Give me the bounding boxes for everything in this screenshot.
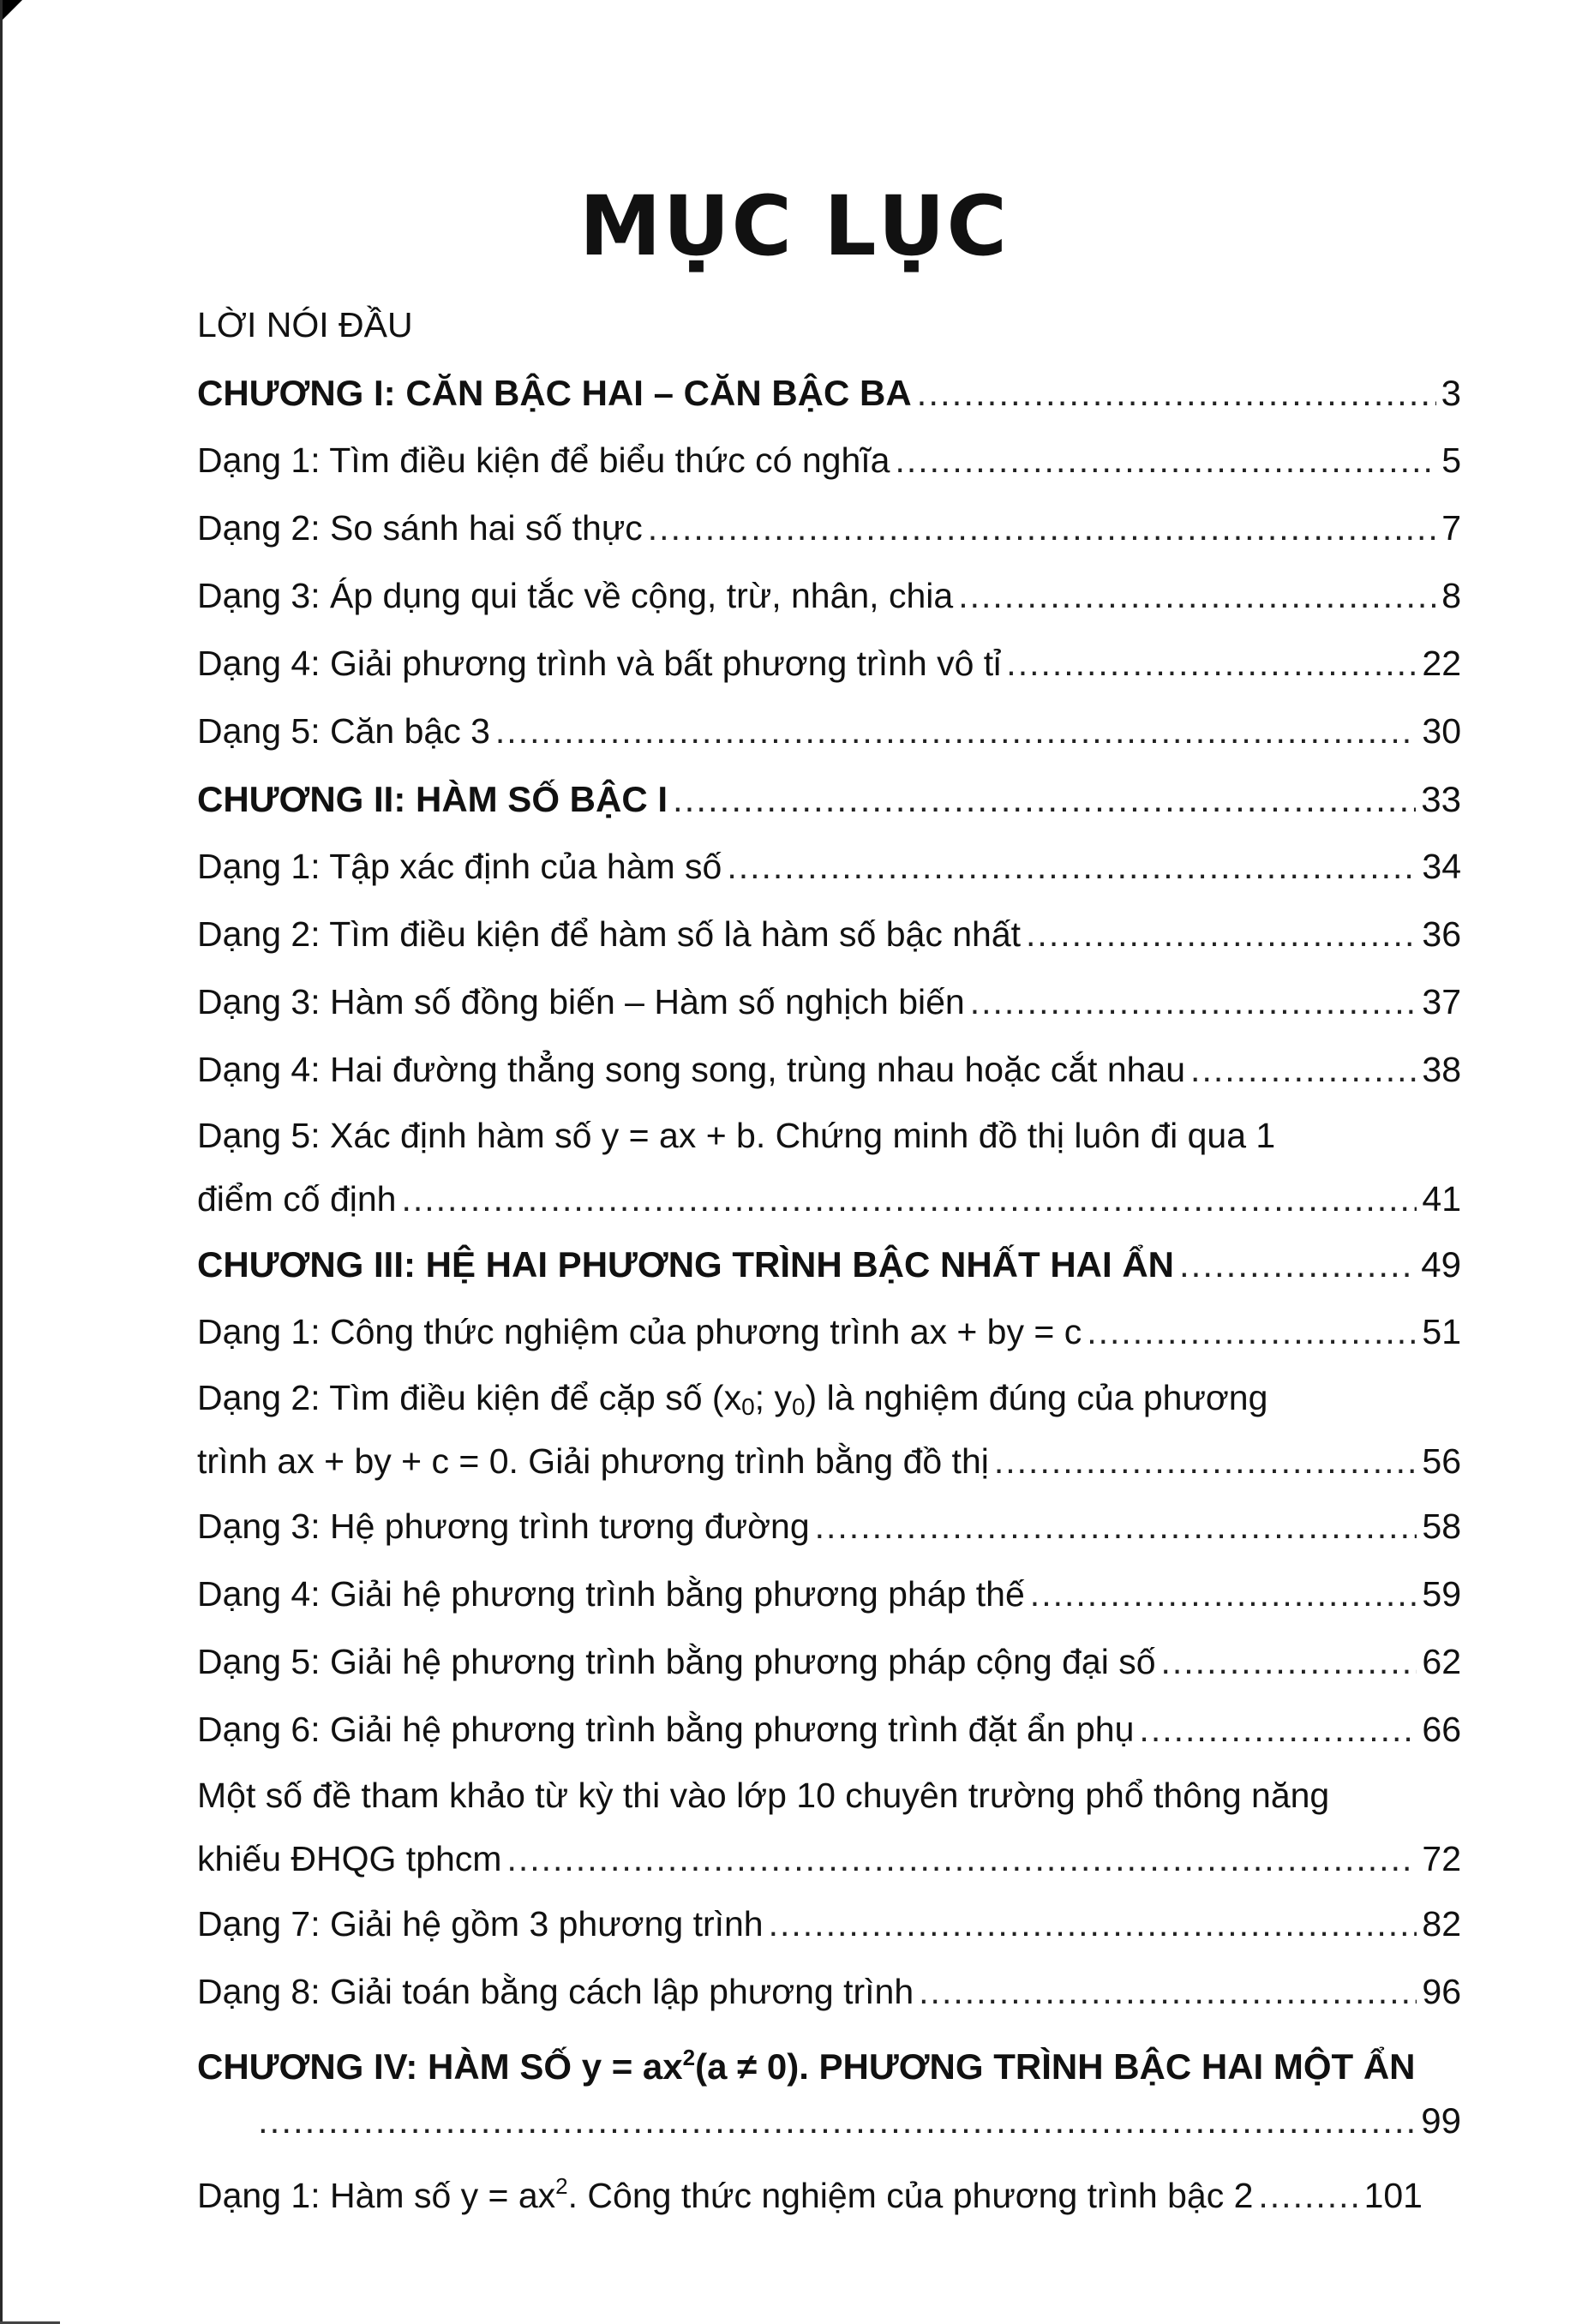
toc-item[interactable] — [197, 494, 1461, 562]
toc-item[interactable] — [197, 1560, 1461, 1628]
toc-item[interactable] — [197, 1298, 1461, 1366]
toc-item[interactable] — [197, 833, 1461, 901]
dot-leader — [769, 1890, 1417, 1958]
toc-label: Dạng 2: So sánh hai số thực — [197, 508, 643, 548]
dot-leader — [1030, 1560, 1417, 1628]
superscript: 2 — [555, 2173, 568, 2199]
toc-label — [197, 2153, 1253, 2230]
dot-leader — [495, 698, 1417, 765]
toc-item[interactable] — [197, 1958, 1461, 2026]
toc-page-number: 66 — [1422, 1710, 1461, 1749]
toc-label: Dạng 4: Hai đường thẳng song song, trùng nhau hoặc cắt nhau — [197, 1050, 1186, 1089]
toc-label: Dạng 1: Tìm điều kiện để biểu thức có nghĩa — [197, 440, 890, 480]
dot-leader — [1258, 2162, 1358, 2230]
toc-chapter-4[interactable] — [197, 2026, 1461, 2153]
toc-page-number: 62 — [1422, 1642, 1461, 1681]
toc-preface-label: LỜI NÓI ĐẦU — [197, 305, 413, 344]
toc-label: Dạng 3: Hệ phương trình tương đường — [197, 1506, 810, 1546]
dot-leader — [1161, 1628, 1417, 1696]
toc-label-line1: Một số đề tham khảo từ kỳ thi vào lớp 10 chuyên trường phổ thông năng — [197, 1776, 1330, 1815]
toc-label-line1 — [197, 2026, 1416, 2089]
page-corner-mark — [0, 0, 22, 22]
superscript: 2 — [682, 2045, 696, 2070]
toc-page-number: 22 — [1422, 644, 1461, 683]
toc-item[interactable] — [197, 1104, 1461, 1231]
toc-label-part: Dạng 1: Hàm số y = ax — [197, 2176, 556, 2215]
toc-label: Dạng 4: Giải phương trình và bất phương trình vô tỉ — [197, 644, 1002, 683]
dot-leader — [673, 765, 1416, 833]
toc-page-number: 34 — [1422, 847, 1461, 886]
toc-label-part: (a ≠ 0). PHƯƠNG TRÌNH BẬC HAI MỘT ẨN — [695, 2046, 1416, 2087]
toc-page-number: 8 — [1441, 576, 1461, 615]
toc-page-number: 49 — [1421, 1244, 1461, 1285]
page-left-edge — [0, 0, 3, 2324]
toc-page-number: 7 — [1441, 508, 1461, 548]
toc-label: Dạng 5: Căn bậc 3 — [197, 711, 490, 751]
toc-item[interactable] — [197, 1696, 1461, 1764]
toc-page-number: 101 — [1363, 2176, 1423, 2215]
page-title: MỤC LỤC — [579, 178, 1009, 274]
dot-leader — [1087, 1298, 1417, 1366]
toc-page-number: 99 — [1421, 2100, 1461, 2141]
toc-page-number: 96 — [1422, 1972, 1461, 2011]
toc-label-line1 — [197, 1366, 1267, 1429]
toc-page-number: 56 — [1422, 1441, 1461, 1481]
toc-item[interactable] — [197, 698, 1461, 765]
toc-label: Dạng 4: Giải hệ phương trình bằng phương pháp thế — [197, 1574, 1025, 1614]
toc-label: Dạng 3: Áp dụng qui tắc về cộng, trừ, nhân, chia — [197, 576, 954, 615]
dot-leader — [917, 359, 1436, 427]
toc-item[interactable] — [197, 1036, 1461, 1104]
toc-label: CHƯƠNG I: CĂN BẬC HAI – CĂN BẬC BA — [197, 373, 912, 413]
dot-leader — [919, 1958, 1417, 2026]
toc-page-number: 51 — [1422, 1312, 1461, 1351]
toc-label-part: ; y — [754, 1378, 792, 1417]
toc-page-number: 59 — [1422, 1574, 1461, 1614]
toc-page-number: 33 — [1421, 779, 1461, 819]
toc-item[interactable] — [197, 1366, 1461, 1493]
toc-label-part: CHƯƠNG IV: HÀM SỐ y = ax — [197, 2046, 683, 2087]
table-of-contents — [197, 291, 1461, 2220]
dot-leader — [1190, 1036, 1417, 1104]
toc-preface — [197, 291, 1461, 359]
dot-leader — [1026, 901, 1417, 968]
toc-label: Dạng 7: Giải hệ gồm 3 phương trình — [197, 1904, 764, 1944]
dot-leader — [895, 427, 1436, 494]
toc-label-part: . Công thức nghiệm của phương trình bậc 2 — [567, 2176, 1254, 2215]
toc-item[interactable] — [197, 630, 1461, 698]
toc-label: Dạng 1: Tập xác định của hàm số — [197, 847, 722, 886]
subscript: 0 — [741, 1393, 755, 1420]
toc-page-number: 72 — [1422, 1839, 1461, 1878]
toc-item[interactable] — [197, 562, 1461, 630]
toc-item[interactable] — [197, 1764, 1461, 1890]
toc-page-number: 3 — [1441, 373, 1461, 413]
toc-label-line1: Dạng 5: Xác định hàm số y = ax + b. Chứng minh đồ thị luôn đi qua 1 — [197, 1116, 1276, 1155]
toc-label: Dạng 2: Tìm điều kiện để hàm số là hàm số bậc nhất — [197, 914, 1022, 954]
toc-label: Dạng 3: Hàm số đồng biến – Hàm số nghịch biến — [197, 982, 965, 1021]
toc-label-line2: khiếu ĐHQG tphcm — [197, 1839, 502, 1878]
toc-item[interactable] — [197, 1890, 1461, 1958]
toc-chapter-3[interactable] — [197, 1231, 1461, 1298]
toc-label: CHƯƠNG II: HÀM SỐ BẬC I — [197, 779, 668, 819]
dot-leader — [506, 1827, 1417, 1890]
toc-label: Dạng 1: Công thức nghiệm của phương trình ax + by = c — [197, 1312, 1082, 1351]
dot-leader — [401, 1167, 1417, 1231]
dot-leader — [1006, 630, 1417, 698]
toc-page-number: 37 — [1422, 982, 1461, 1021]
toc-page-number: 38 — [1422, 1050, 1461, 1089]
toc-label: CHƯƠNG III: HỆ HAI PHƯƠNG TRÌNH BẬC NHẤT HAI ẨN — [197, 1244, 1174, 1285]
dot-leader — [648, 494, 1436, 562]
toc-page-number: 30 — [1422, 711, 1461, 751]
toc-item[interactable] — [197, 427, 1461, 494]
dot-leader — [958, 562, 1436, 630]
toc-label: Dạng 6: Giải hệ phương trình bằng phương trình đặt ẩn phụ — [197, 1710, 1135, 1749]
toc-item[interactable] — [197, 901, 1461, 968]
toc-chapter-2[interactable] — [197, 765, 1461, 833]
dot-leader — [994, 1429, 1417, 1493]
toc-chapter-1[interactable] — [197, 359, 1461, 427]
toc-page-number: 58 — [1422, 1506, 1461, 1546]
dot-leader — [727, 833, 1417, 901]
toc-page-number: 41 — [1422, 1179, 1461, 1219]
toc-item[interactable] — [197, 968, 1461, 1036]
toc-label-part: ) là nghiệm đúng của phương — [805, 1378, 1268, 1417]
toc-label-line2: điểm cố định — [197, 1179, 397, 1219]
toc-item[interactable] — [197, 1493, 1461, 1560]
toc-item[interactable] — [197, 1628, 1461, 1696]
toc-page-number: 5 — [1441, 440, 1461, 480]
toc-page-number: 82 — [1422, 1904, 1461, 1944]
dot-leader — [1179, 1231, 1416, 1298]
dot-leader — [258, 2089, 1416, 2153]
dot-leader — [815, 1493, 1417, 1560]
toc-label-line2: trình ax + by + c = 0. Giải phương trình bằng đồ thị — [197, 1441, 989, 1481]
toc-page-number: 36 — [1422, 914, 1461, 954]
dot-leader — [1139, 1696, 1417, 1764]
toc-item[interactable] — [197, 2153, 1423, 2220]
subscript: 0 — [791, 1393, 806, 1420]
toc-label: Dạng 5: Giải hệ phương trình bằng phương pháp cộng đại số — [197, 1642, 1156, 1681]
toc-label-part: Dạng 2: Tìm điều kiện để cặp số (x — [197, 1378, 742, 1417]
dot-leader — [970, 968, 1417, 1036]
toc-label: Dạng 8: Giải toán bằng cách lập phương trình — [197, 1972, 914, 2011]
